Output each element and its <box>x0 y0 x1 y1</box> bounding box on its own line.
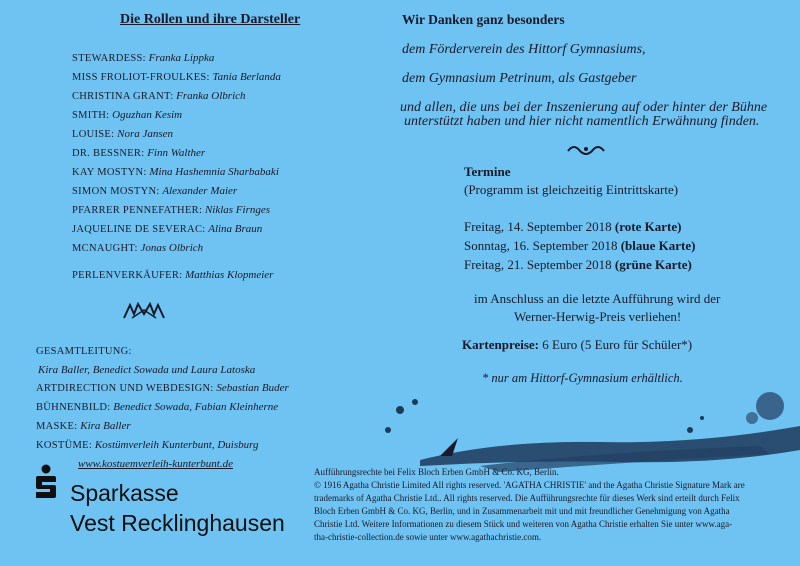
rights-line: Christie Ltd. Weitere Informationen zu diesem Stück und weiteren von Agatha Christie erhalten Sie unter www.aga- <box>314 519 733 529</box>
cast-row <box>72 220 281 239</box>
thanks-line-2: dem Gymnasium Petrinum, als Gastgeber <box>402 71 637 86</box>
termine-note: (Programm ist gleichzeitig Eintrittskarte) <box>464 182 679 197</box>
extra-role <box>72 266 273 285</box>
price-value: 6 Euro (5 Euro für Schüler*) <box>539 337 693 352</box>
role-name: PFARRER PENNEFATHER: <box>72 205 203 216</box>
actor-name: Jonas Olbrich <box>140 242 204 254</box>
role-name: DR. BESSNER: <box>72 148 145 159</box>
rights-notice <box>314 466 745 544</box>
ornament-icon <box>566 143 606 157</box>
thanks-title: Wir Danken ganz besonders <box>402 12 565 27</box>
buehne-value: Benedict Sowada, Fabian Kleinherne <box>113 401 279 413</box>
cast-row <box>72 163 281 182</box>
role-name: JAQUELINE DE SEVERAC: <box>72 224 206 235</box>
role-name: SIMON MOSTYN: <box>72 186 160 197</box>
dates-list <box>464 217 695 274</box>
actor-name: Tania Berlanda <box>212 71 281 83</box>
actor-name: Niklas Firnges <box>204 204 271 216</box>
performance-date <box>464 217 695 236</box>
actor-name: Finn Walther <box>147 147 206 159</box>
sponsor-name <box>70 478 285 538</box>
actor-name: Mina Hashemnia Sharbabaki <box>149 166 279 178</box>
thanks-line-1: dem Förderverein des Hittorf Gymnasiums, <box>402 42 646 57</box>
actor-name: Alina Braun <box>208 223 263 235</box>
role-name: LOUISE: <box>72 129 115 140</box>
cast-list <box>72 49 281 258</box>
role-name: MISS FROLIOT-FROULKES: <box>72 72 210 83</box>
date-text: Sonntag, 16. September 2018 <box>464 238 621 253</box>
card-color: (blaue Karte) <box>620 238 696 253</box>
cast-title: Die Rollen und ihre Darsteller <box>120 12 301 27</box>
costume-website-link[interactable]: www.kostuemverleih-kunterbunt.de <box>78 458 233 470</box>
cast-row <box>72 144 281 163</box>
crew-block <box>36 343 326 473</box>
cast-row <box>72 106 281 125</box>
ornament-icon <box>122 302 166 320</box>
cast-row <box>72 125 281 144</box>
actor-name: Nora Jansen <box>117 128 174 140</box>
sponsor-line-2: Vest Recklinghausen <box>70 510 285 536</box>
thanks-line-3b: unterstützt haben und hier nicht namentlich Erwähnung finden. <box>404 114 760 129</box>
performance-date <box>464 236 695 255</box>
actor-name: Franka Olbrich <box>176 90 246 102</box>
actor-name: Alexander Maier <box>162 185 238 197</box>
price-label: Kartenpreise: <box>462 337 540 352</box>
cast-row <box>72 68 281 87</box>
card-color: (rote Karte) <box>614 219 682 234</box>
ink-wave-decoration <box>300 380 800 480</box>
role-name: CHRISTINA GRANT: <box>72 91 174 102</box>
art-label: ARTDIRECTION UND WEBDESIGN: <box>36 383 214 394</box>
art-value: Sebastian Buder <box>216 382 289 394</box>
role-name: KAY MOSTYN: <box>72 167 147 178</box>
cast-row <box>72 239 281 258</box>
actor-name: Franka Lippka <box>148 52 215 64</box>
maske-value: Kira Baller <box>80 420 131 432</box>
termine-title: Termine <box>464 164 511 179</box>
role-name: SMITH: <box>72 110 110 121</box>
role-name: PERLENVERKÄUFER: <box>72 270 183 281</box>
rights-line: tha-christie-collection.de sowie unter www.agathachristie.com. <box>314 532 542 542</box>
rights-line: Aufführungsrechte bei Felix Bloch Erben GmbH & Co. KG, Berlin. <box>314 467 559 477</box>
cast-row <box>72 201 281 220</box>
kostuem-value: Kostümverleih Kunterbunt, Duisburg <box>94 439 259 451</box>
rights-line: © 1916 Agatha Christie Limited All rights reserved. 'AGATHA CHRISTIE' and the Agatha Christie Signature Mark are <box>314 480 745 490</box>
sparkasse-logo-icon <box>32 464 60 502</box>
actor-name: Oguzhan Kesim <box>112 109 183 121</box>
gesamtleitung-label: GESAMTLEITUNG: <box>36 346 132 357</box>
role-name: STEWARDESS: <box>72 53 146 64</box>
thanks-line-3a: und allen, die uns bei der Inszenierung auf oder hinter der Bühne <box>400 100 768 115</box>
rights-line: trademarks of Agatha Christie Ltd.. All rights reserved. Die Aufführungsrechte für dieses Werk sind erteilt durch Felix <box>314 493 740 503</box>
buehne-label: BÜHNENBILD: <box>36 402 111 413</box>
card-color: (grüne Karte) <box>614 257 692 272</box>
role-name: MCNAUGHT: <box>72 243 138 254</box>
price-line <box>462 337 692 353</box>
award-line-1: im Anschluss an die letzte Aufführung wird der <box>474 291 721 306</box>
cast-row <box>72 87 281 106</box>
date-text: Freitag, 21. September 2018 <box>464 257 615 272</box>
sponsor-line-1: Sparkasse <box>70 480 179 506</box>
maske-label: MASKE: <box>36 421 78 432</box>
kostuem-label: KOSTÜME: <box>36 440 93 451</box>
cast-row <box>72 182 281 201</box>
footnote: * nur am Hittorf-Gymnasium erhältlich. <box>482 371 683 385</box>
gesamtleitung-value: Kira Baller, Benedict Sowada und Laura Latoska <box>38 364 256 376</box>
award-line-2: Werner-Herwig-Preis verliehen! <box>514 309 682 324</box>
actor-name: Matthias Klopmeier <box>185 269 274 281</box>
rights-line: Bloch Erben GmbH & Co. KG, Berlin, und in Zusammenarbeit mit und mit freundlicher Genehmigung von Agatha <box>314 506 730 516</box>
date-text: Freitag, 14. September 2018 <box>464 219 615 234</box>
cast-row <box>72 49 281 68</box>
performance-date <box>464 255 695 274</box>
